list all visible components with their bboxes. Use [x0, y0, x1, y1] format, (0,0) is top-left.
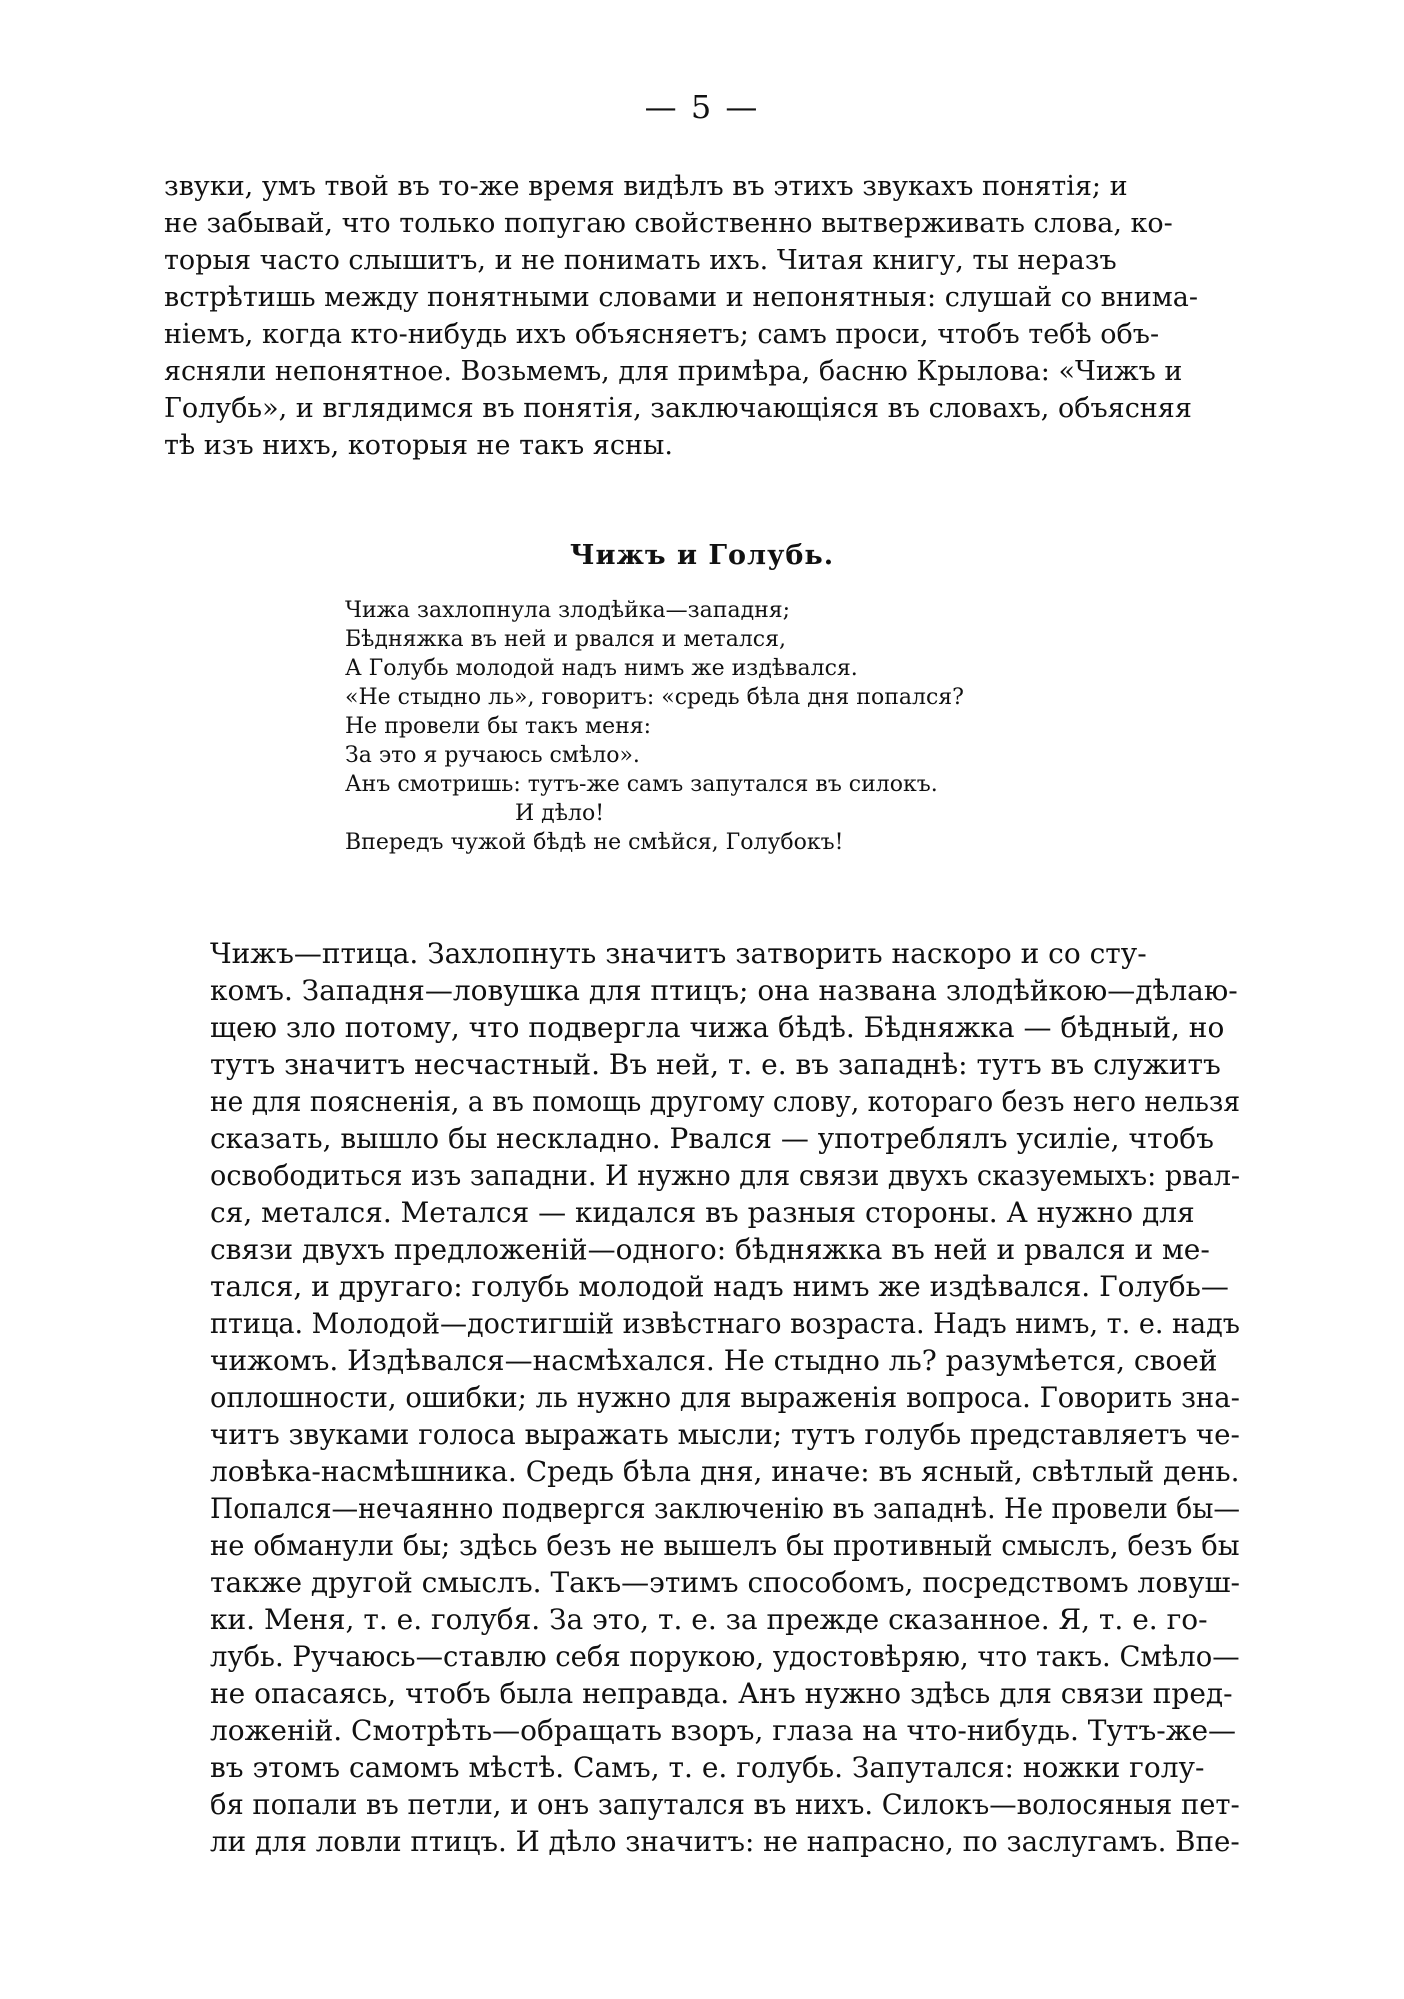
intro-line: встрѣтишь между понятными словами и непонятныя: слушай со внима- [164, 282, 1199, 313]
commentary-line: не для поясненія, а въ помощь другому слову, котораго безъ него нельзя [210, 1085, 1241, 1118]
commentary-line: тался, и другаго: голубь молодой надъ нимъ же издѣвался. Голубь— [210, 1270, 1229, 1303]
intro-line: звуки, умъ твой въ то-же время видѣлъ въ этихъ звукахъ понятія; и [164, 171, 1128, 202]
intro-paragraph [164, 168, 1228, 464]
intro-line: не забывай, что только попугаю свойственно вытверживать слова, ко- [164, 208, 1173, 239]
commentary-line: ложеній. Смотрѣть—обращать взоръ, глаза на что-нибудь. Тутъ-же— [210, 1714, 1237, 1747]
intro-line: ніемъ, когда кто-нибудь ихъ объясняетъ; самъ проси, чтобъ тебѣ объ- [164, 319, 1160, 350]
commentary-line: сказать, вышло бы нескладно. Рвался — употреблялъ усиліе, чтобъ [210, 1122, 1214, 1155]
commentary-line: связи двухъ предложеній—одного: бѣдняжка въ ней и рвался и ме- [210, 1233, 1210, 1266]
commentary-line: не обманули бы; здѣсь безъ не вышелъ бы противный смыслъ, безъ бы [210, 1529, 1240, 1562]
commentary-paragraph [210, 935, 1240, 1860]
commentary-line: читъ звуками голоса выражать мысли; тутъ голубь представляетъ че- [210, 1418, 1240, 1451]
page-number: — 5 — [644, 88, 760, 126]
commentary-line: птица. Молодой—достигшій извѣстнаго возраста. Надъ нимъ, т. е. надъ [210, 1307, 1240, 1340]
commentary-line: комъ. Западня—ловушка для птицъ; она названа злодѣйкою—дѣлаю- [210, 974, 1238, 1007]
commentary-line: лубь. Ручаюсь—ставлю себя порукою, удостовѣряю, что такъ. Смѣло— [210, 1640, 1240, 1673]
commentary-line: Попался—нечаянно подвергся заключенію въ западнѣ. Не провели бы— [210, 1492, 1241, 1525]
intro-line: Голубь», и вглядимся въ понятія, заключающіяся въ словахъ, объясняя [164, 393, 1192, 424]
poem [345, 596, 1105, 857]
poem-line: Не провели бы такъ меня: [345, 714, 652, 739]
commentary-line: ки. Меня, т. е. голубя. За это, т. е. за прежде сказанное. Я, т. е. го- [210, 1603, 1208, 1636]
commentary-line: въ этомъ самомъ мѣстѣ. Самъ, т. е. голубь. Запутался: ножки голу- [210, 1751, 1205, 1784]
commentary-line: бя попали въ петли, и онъ запутался въ нихъ. Силокъ—волосяныя пет- [210, 1788, 1240, 1821]
poem-line: Чижа захлопнула злодѣйка—западня; [345, 598, 791, 623]
intro-line: тѣ изъ нихъ, которыя не такъ ясны. [164, 430, 674, 461]
commentary-line: чижомъ. Издѣвался—насмѣхался. Не стыдно ль? разумѣется, своей [210, 1344, 1218, 1377]
poem-line: А Голубь молодой надъ нимъ же издѣвался. [345, 656, 858, 681]
intro-line: торыя часто слышитъ, и не понимать ихъ. Читая книгу, ты неразъ [164, 245, 1117, 276]
commentary-line: Чижъ—птица. Захлопнуть значитъ затворить наскоро и со сту- [210, 937, 1147, 970]
poem-line: За это я ручаюсь смѣло». [345, 743, 640, 768]
commentary-line: не опасаясь, чтобъ была неправда. Анъ нужно здѣсь для связи пред- [210, 1677, 1233, 1710]
poem-title: Чижъ и Голубь. [569, 540, 835, 571]
poem-line: Анъ смотришь: тутъ-же самъ запутался въ силокъ. [345, 772, 938, 797]
commentary-line: ловѣка-насмѣшника. Средь бѣла дня, иначе: въ ясный, свѣтлый день. [210, 1455, 1240, 1488]
poem-line: Бѣдняжка въ ней и рвался и метался, [345, 627, 786, 652]
poem-line: Впередъ чужой бѣдѣ не смѣйся, Голубокъ! [345, 830, 844, 855]
poem-line: И дѣло! [515, 801, 605, 826]
poem-line: «Не стыдно ль», говоритъ: «средь бѣла дня попался? [345, 685, 964, 710]
intro-line: ясняли непонятное. Возьмемъ, для примѣра, басню Крылова: «Чижъ и [164, 356, 1183, 387]
commentary-line: оплошности, ошибки; ль нужно для выраженія вопроса. Говорить зна- [210, 1381, 1240, 1414]
commentary-line: щею зло потому, что подвергла чижа бѣдѣ. Бѣдняжка — бѣдный, но [210, 1011, 1225, 1044]
commentary-line: ли для ловли птицъ. И дѣло значитъ: не напрасно, по заслугамъ. Впе- [210, 1825, 1240, 1858]
commentary-line: ся, метался. Метался — кидался въ разныя стороны. А нужно для [210, 1196, 1195, 1229]
commentary-line: также другой смыслъ. Такъ—этимъ способомъ, посредствомъ ловуш- [210, 1566, 1240, 1599]
commentary-line: тутъ значитъ несчастный. Въ ней, т. е. въ западнѣ: тутъ въ служитъ [210, 1048, 1221, 1081]
commentary-line: освободиться изъ западни. И нужно для связи двухъ сказуемыхъ: рвал- [210, 1159, 1241, 1192]
